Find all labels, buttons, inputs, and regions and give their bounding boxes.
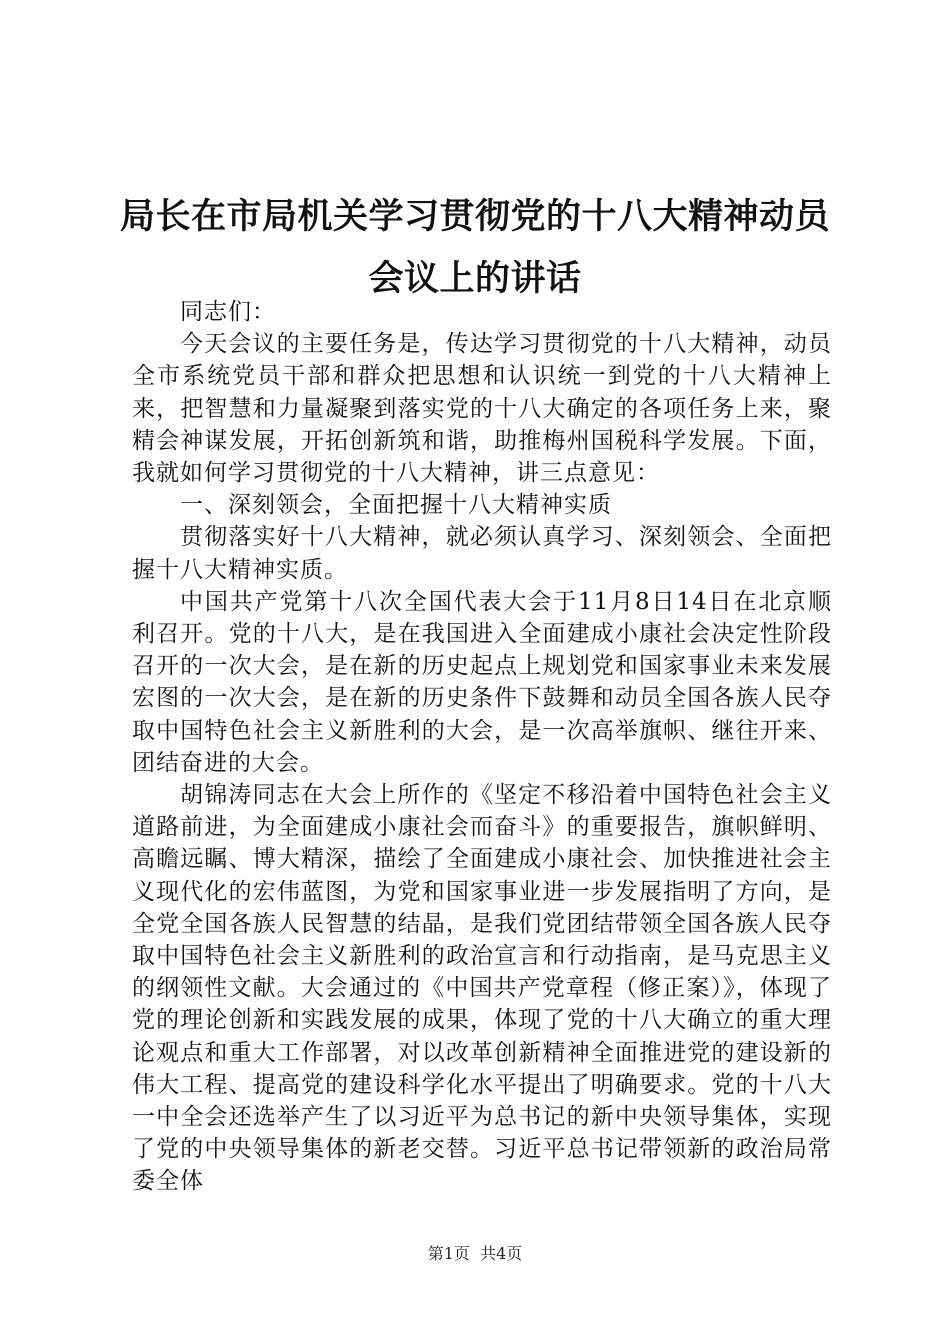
paragraph: 贯彻落实好十八大精神，就必须认真学习、深刻领会、全面把握十八大精神实质。 bbox=[132, 524, 832, 583]
paragraph: 胡锦涛同志在大会上所作的《坚定不移沿着中国特色社会主义道路前进，为全面建成小康社会而奋斗》的重要报告，旗帜鲜明、高瞻远瞩、博大精深，描绘了全面建成小康社会、加快推进社会主义现代化的宏伟蓝图，为党和国家事业进一步发展指明了方向，是全党全国各族人民智慧的结晶，是我们党团结带领全国各族人民夺取中国特色社会主义新胜利的政治宣言和行动指南，是马克思主义的纲领性文献。大会通过的《中国共产党章程（修正案）》，体现了党的理论创新和实践发展的成果，体现了党的十八大确立的重大理论观点和重大工作部署，对以改革创新精神全面推进党的建设新的伟大工程、提高党的建设科学化水平提出了明确要求。党的十八大一中全会还选举产生了以习近平为总书记的新中央领导集体，实现了党的中央领导集体的新老交替。习近平总书记带领新的政治局常委全体 bbox=[132, 782, 832, 1195]
page-number: 第1页 共4页 bbox=[427, 1244, 523, 1263]
paragraph: 中国共产党第十八次全国代表大会于11月8日14日在北京顺利召开。党的十八大，是在我国进入全面建成小康社会决定性阶段召开的一次大会，是在新的历史起点上规划党和国家事业未来发展宏图的一次大会，是在新的历史条件下鼓舞和动员全国各族人民夺取中国特色社会主义新胜利的大会，是一次高举旗帜、继往开来、团结奋进的大会。 bbox=[132, 588, 832, 776]
document-body bbox=[132, 296, 832, 1198]
paragraph-intro: 今天会议的主要任务是，传达学习贯彻党的十八大精神，动员全市系统党员干部和群众把思想和认识统一到党的十八大精神上来，把智慧和力量凝聚到落实党的十八大确定的各项任务上来，聚精会神谋发展，开拓创新筑和谐，助推梅州国税科学发展。下面，我就如何学习贯彻党的十八大精神，讲三点意见： bbox=[132, 331, 832, 487]
document-title bbox=[120, 186, 830, 310]
title-line-1: 局长在市局机关学习贯彻党的十八大精神动员 bbox=[120, 197, 831, 237]
section-heading-1: 一、深刻领会，全面把握十八大精神实质 bbox=[180, 492, 612, 519]
title-line-2: 会议上的讲话 bbox=[368, 259, 582, 299]
salutation: 同志们： bbox=[180, 299, 276, 325]
page-footer bbox=[0, 1244, 950, 1264]
